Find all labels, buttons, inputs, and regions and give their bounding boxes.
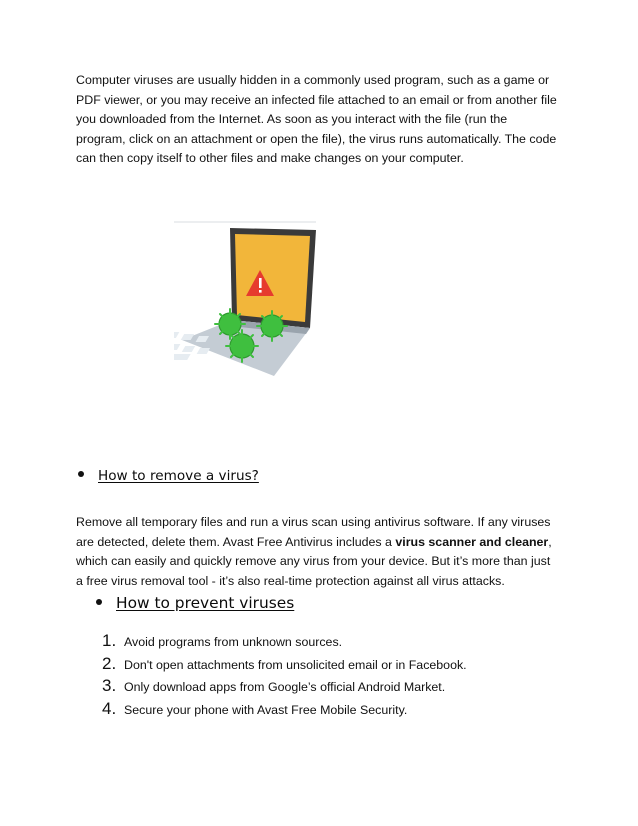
remove-virus-bullet xyxy=(78,468,259,484)
intro-line: program, click on an attachment or open the file), the virus runs automatically. The code xyxy=(76,131,557,146)
intro-line: you downloaded from the Internet. As soon as you interact with the file (run the xyxy=(76,112,508,127)
intro-line: PDF viewer, or you may receive an infected file attached to an email or from another file xyxy=(76,92,557,107)
remove-line-comma: , xyxy=(548,534,552,549)
step-text: Don't open attachments from unsolicited email or in Facebook. xyxy=(124,657,467,672)
remove-line: a free virus removal tool - it’s also real-time protection against all virus attacks. xyxy=(76,573,505,588)
list-item xyxy=(102,676,467,699)
bullet-icon xyxy=(78,471,84,477)
infected-laptop-illustration xyxy=(174,220,316,380)
step-text: Avoid programs from unknown sources. xyxy=(124,635,343,649)
intro-line: can then copy itself to other files and make changes on your computer. xyxy=(76,151,464,166)
intro-line: Computer viruses are usually hidden in a commonly used program, such as a game or xyxy=(76,73,550,87)
step-number: 4. xyxy=(102,699,117,719)
list-item xyxy=(102,699,467,722)
remove-virus-paragraph xyxy=(76,513,576,591)
bullet-icon xyxy=(96,599,102,605)
prevent-viruses-heading-link[interactable]: How to prevent viruses xyxy=(116,594,295,612)
step-text: Secure your phone with Avast Free Mobile Security. xyxy=(124,703,408,718)
remove-virus-heading-link[interactable]: How to remove a virus? xyxy=(98,468,259,484)
step-number: 1. xyxy=(102,631,117,650)
prevention-steps-list xyxy=(102,631,467,722)
list-item xyxy=(102,631,467,654)
list-item xyxy=(102,654,467,677)
step-number: 3. xyxy=(102,676,117,696)
remove-line: Remove all temporary files and run a virus scan using antivirus software. If any viruses xyxy=(76,515,551,529)
intro-paragraph xyxy=(76,71,576,169)
step-number: 2. xyxy=(102,653,117,673)
remove-line: are detected, delete them. Avast Free Antivirus includes a xyxy=(76,534,396,549)
virus-scanner-bold-text: virus scanner and cleaner xyxy=(395,534,549,549)
step-text: Only download apps from Google’s official Android Market. xyxy=(124,680,446,695)
prevent-viruses-bullet xyxy=(96,594,294,612)
remove-line: which can easily and quickly remove any virus from your device. But it’s more than just xyxy=(76,554,551,569)
